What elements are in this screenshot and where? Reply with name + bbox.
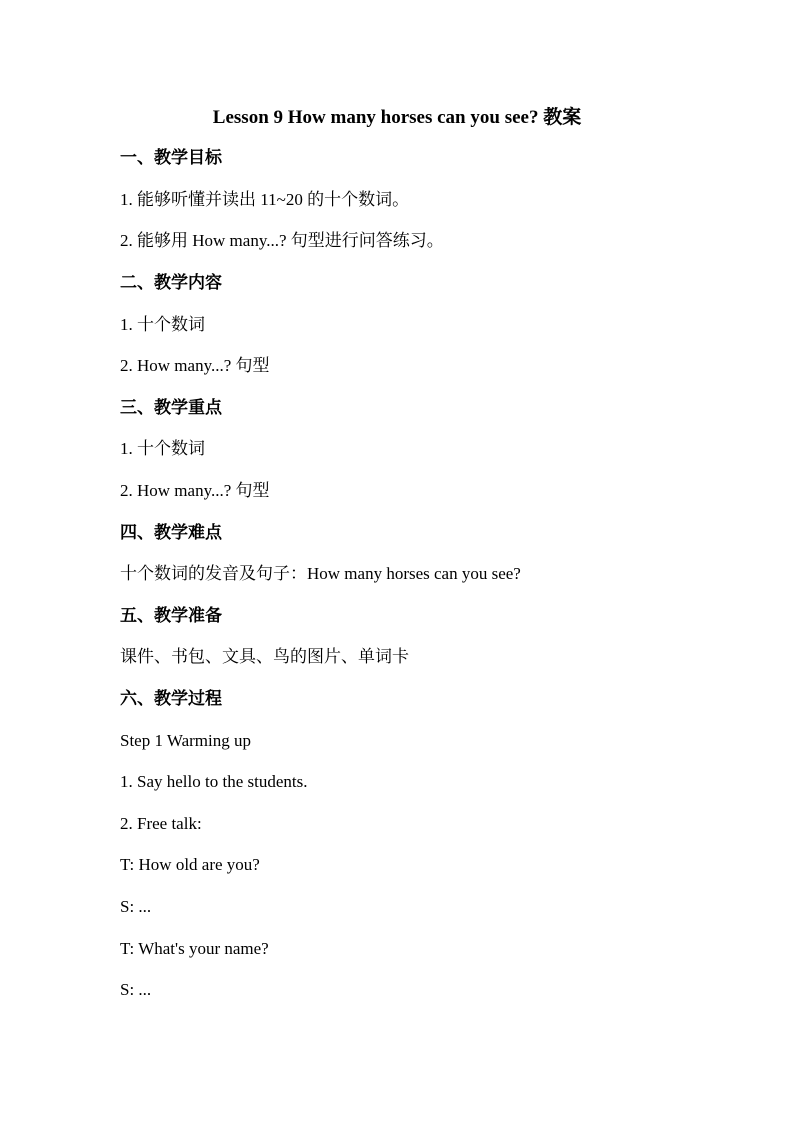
section-heading-objectives: 一、教学目标 (120, 148, 222, 167)
procedure-line: 2. Free talk: (120, 814, 202, 833)
section-heading-key-points: 三、教学重点 (120, 398, 222, 417)
dialogue-line: T: How old are you? (120, 855, 260, 874)
difficulty-text: 十个数词的发音及句子：How many horses can you see? (120, 564, 521, 583)
dialogue-line: S: ... (120, 980, 152, 999)
key-point-item-2: 2. How many...? 句型 (120, 481, 270, 500)
content-item-1: 1. 十个数词 (120, 315, 205, 334)
section-heading-procedure: 六、教学过程 (120, 689, 222, 708)
objective-item-1: 1. 能够听懂并读出 11~20 的十个数词。 (120, 190, 410, 209)
section-heading-difficulties: 四、教学难点 (120, 523, 222, 542)
preparation-text: 课件、书包、文具、鸟的图片、单词卡 (120, 647, 409, 666)
section-heading-preparation: 五、教学准备 (120, 606, 222, 625)
section-heading-content: 二、教学内容 (120, 273, 222, 292)
dialogue-line: S: ... (120, 897, 152, 916)
content-item-2: 2. How many...? 句型 (120, 356, 270, 375)
document-title: Lesson 9 How many horses can you see? 教案 (212, 107, 582, 128)
key-point-item-1: 1. 十个数词 (120, 439, 205, 458)
dialogue-line: T: What's your name? (120, 939, 269, 958)
procedure-line: 1. Say hello to the students. (120, 772, 308, 791)
objective-item-2: 2. 能够用 How many...? 句型进行问答练习。 (120, 231, 444, 250)
procedure-step-1: Step 1 Warming up (120, 731, 252, 750)
